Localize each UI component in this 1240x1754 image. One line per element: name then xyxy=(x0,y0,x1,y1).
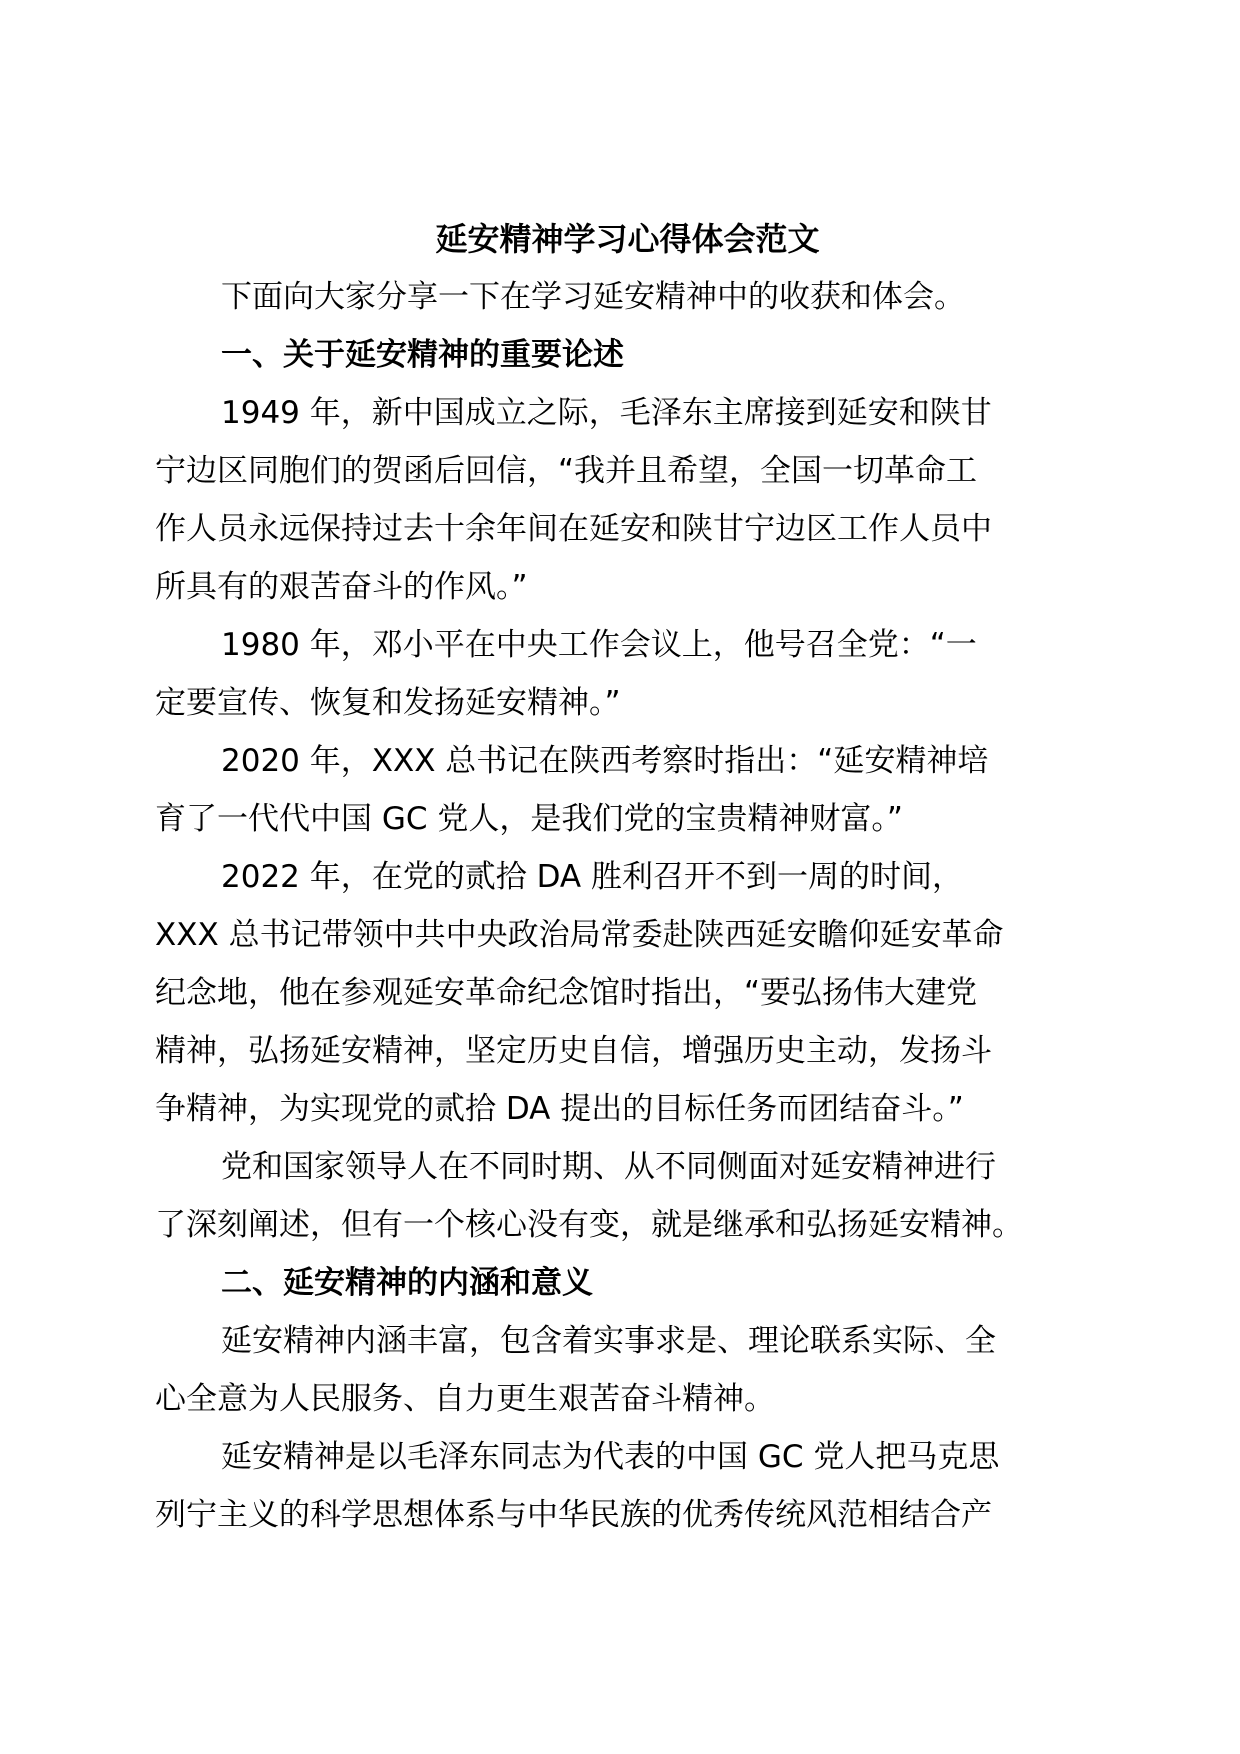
paragraph-line: 1949 年，新中国成立之际，毛泽东主席接到延安和陕甘 xyxy=(221,395,992,431)
paragraph-line: 心全意为人民服务、自力更生艰苦奋斗精神。 xyxy=(155,1381,775,1417)
paragraph-line: 2022 年，在党的贰拾 DA 胜利召开不到一周的时间， xyxy=(221,859,963,895)
paragraph-line: 2020 年，XXX 总书记在陕西考察时指出：“延安精神培 xyxy=(221,743,989,779)
paragraph-line: 延安精神是以毛泽东同志为代表的中国 GC 党人把马克思 xyxy=(221,1439,1000,1475)
document-title: 延安精神学习心得体会范文 xyxy=(435,220,820,258)
paragraph-line: 宁边区同胞们的贺函后回信，“我并且希望，全国一切革命工 xyxy=(155,453,978,489)
paragraph-line: 列宁主义的科学思想体系与中华民族的优秀传统风范相结合产 xyxy=(155,1497,992,1533)
paragraph-line: XXX 总书记带领中共中央政治局常委赴陕西延安瞻仰延安革命 xyxy=(155,917,1004,953)
paragraph-line: 1980 年，邓小平在中央工作会议上，他号召全党：“一 xyxy=(221,627,977,663)
paragraph-line: 育了一代代中国 GC 党人，是我们党的宝贵精神财富。” xyxy=(155,801,903,837)
document-page xyxy=(155,210,1090,1544)
section-heading-1: 一、关于延安精神的重要论述 xyxy=(221,337,624,373)
paragraph-line: 党和国家领导人在不同时期、从不同侧面对延安精神进行 xyxy=(221,1149,996,1185)
paragraph-line: 延安精神内涵丰富，包含着实事求是、理论联系实际、全 xyxy=(221,1323,996,1359)
paragraph-line: 所具有的艰苦奋斗的作风。” xyxy=(155,569,528,605)
paragraph-line: 争精神，为实现党的贰拾 DA 提出的目标任务而团结奋斗。” xyxy=(155,1091,964,1127)
paragraph-line: 下面向大家分享一下在学习延安精神中的收获和体会。 xyxy=(221,279,965,315)
paragraph-line: 定要宣传、恢复和发扬延安精神。” xyxy=(155,685,621,721)
paragraph-line: 作人员永远保持过去十余年间在延安和陕甘宁边区工作人员中 xyxy=(155,511,992,547)
paragraph-line: 精神，弘扬延安精神，坚定历史自信，增强历史主动，发扬斗 xyxy=(155,1033,992,1069)
paragraph-line: 纪念地，他在参观延安革命纪念馆时指出，“要弘扬伟大建党 xyxy=(155,975,978,1011)
section-heading-2: 二、延安精神的内涵和意义 xyxy=(221,1265,593,1301)
paragraph-line: 了深刻阐述，但有一个核心没有变，就是继承和弘扬延安精神。 xyxy=(155,1207,1023,1243)
